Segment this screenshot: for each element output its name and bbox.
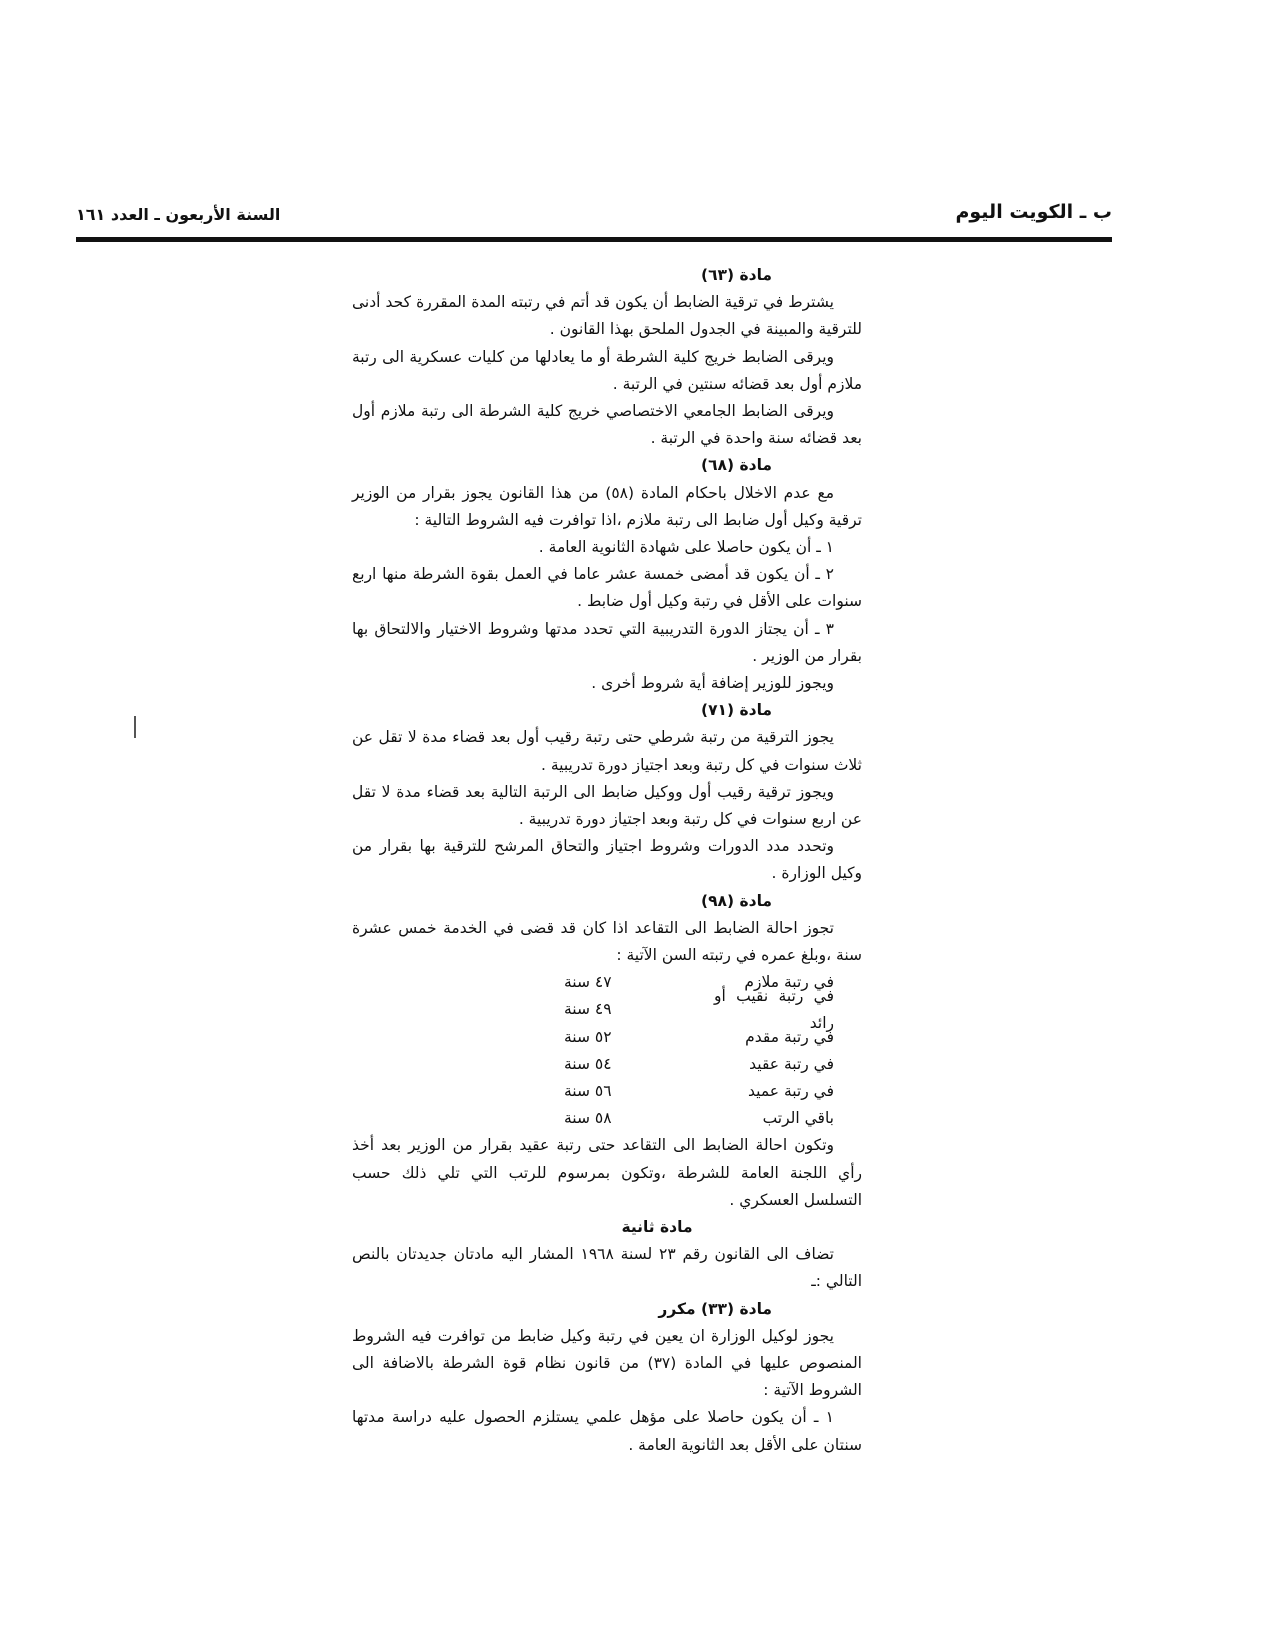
article-68-p2: ويجوز للوزير إضافة أية شروط أخرى . (591, 674, 834, 693)
rank-age: ٤٧ سنة (564, 973, 612, 992)
article-63-p2: ويرقى الضابط خريج كلية الشرطة أو ما يعادلها من كليات عسكرية الى رتبة ملازم أول بعد قضائه سنتين في الرتبة . (352, 347, 862, 393)
list-item (352, 986, 862, 1033)
article-68-title: مادة (٦٨) (700, 456, 772, 475)
article-71-p1: يجوز الترقية من رتبة شرطي حتى رتبة رقيب أول بعد قضاء مدة لا تقل عن ثلاث سنوات في كل رتبة وبعد اجتياز دورة تدريبية . (352, 728, 862, 774)
article-98-p1: تجوز احالة الضابط الى التقاعد اذا كان قد قضى في الخدمة خمس عشرة سنة ،وبلغ عمره في رتبته السن الآتية : (352, 918, 862, 965)
article-63-title: مادة (٦٣) (700, 266, 772, 284)
rank-name: في رتبة ملازم (744, 973, 834, 992)
rank-age: ٥٤ سنة (564, 1054, 612, 1073)
article-71-p3: وتحدد مدد الدورات وشروط اجتياز والتحاق المرشح للترقية بها بقرار من وكيل الوزارة . (352, 837, 862, 883)
issue-info: السنة الأربعون ـ العدد ١٦١ (76, 205, 281, 224)
margin-mark (134, 716, 136, 738)
list-item (352, 1078, 862, 1105)
article-second-p1: تضاف الى القانون رقم ٢٣ لسنة ١٩٦٨ المشار اليه مادتان جديدتان بالنص التالي :ـ (352, 1245, 862, 1291)
article-71-p2: ويجوز ترقية رقيب أول ووكيل ضابط الى الرتبة التالية بعد قضاء مدة لا تقل عن اربع سنوات في كل رتبة وبعد اجتياز دورة تدريبية . (352, 782, 862, 829)
document-body (352, 262, 862, 1459)
rank-age: ٥٢ سنة (564, 1027, 612, 1046)
article-68-condition-2: ٢ ـ أن يكون قد أمضى خمسة عشر عاما في العمل بقوة الشرطة منها اربع سنوات على الأقل في رتبة وكيل أول ضابط . (352, 565, 862, 611)
article-second-title: مادة ثانية (621, 1218, 693, 1237)
header-rule (76, 237, 1112, 242)
rank-name: في رتبة نقيب أو رائد (714, 986, 834, 1033)
article-33bis-condition-1: ١ ـ أن يكون حاصلا على مؤهل علمي يستلزم الحصول عليه دراسة مدتها سنتان على الأقل بعد الثانوية العامة . (352, 1408, 862, 1454)
rank-name: في رتبة عميد (748, 1082, 834, 1101)
rank-name: في رتبة عقيد (749, 1054, 834, 1073)
article-63-p3: ويرقى الضابط الجامعي الاختصاصي خريج كلية الشرطة الى رتبة ملازم أول بعد قضائه سنة واحدة في الرتبة . (352, 402, 862, 448)
rank-age: ٤٩ سنة (564, 1000, 612, 1019)
article-63-p1: يشترط في ترقية الضابط أن يكون قد أتم في رتبته المدة المقررة كحد أدنى للترقية والمبينة في الجدول الملحق بهذا القانون . (352, 293, 862, 339)
retirement-age-list (352, 969, 862, 1132)
page-header (76, 201, 1112, 231)
article-33bis-title: مادة (٣٣) مكرر (658, 1299, 772, 1318)
article-68-condition-1: ١ ـ أن يكون حاصلا على شهادة الثانوية العامة . (538, 538, 834, 557)
gazette-title: ب ـ الكويت اليوم (955, 201, 1112, 223)
list-item (352, 1051, 862, 1078)
rank-name: في رتبة مقدم (745, 1027, 834, 1046)
rank-name: باقي الرتب (762, 1109, 834, 1128)
list-item (352, 1024, 862, 1051)
article-98-title: مادة (٩٨) (700, 891, 772, 910)
article-33bis-p1: يجوز لوكيل الوزارة ان يعين في رتبة وكيل ضابط من توافرت فيه الشروط المنصوص عليها في المادة (٣٧) من قانون نظام قوة الشرطة بالاضافة الى الشروط الآتية : (352, 1326, 862, 1400)
list-item (352, 1105, 862, 1132)
rank-age: ٥٨ سنة (564, 1109, 612, 1128)
rank-age: ٥٦ سنة (564, 1082, 612, 1101)
article-71-title: مادة (٧١) (700, 701, 772, 720)
article-68-condition-3: ٣ ـ أن يجتاز الدورة التدريبية التي تحدد مدتها وشروط الاختيار والالتحاق بها بقرار من الوزير . (352, 619, 862, 665)
article-68-p1: مع عدم الاخلال باحكام المادة (٥٨) من هذا القانون يجوز بقرار من الوزير ترقية وكيل أول ضابط الى رتبة ملازم ،اذا توافرت فيه الشروط التالية : (352, 483, 862, 529)
article-98-p2: وتكون احالة الضابط الى التقاعد حتى رتبة عقيد بقرار من الوزير بعد أخذ رأي اللجنة العامة للشرطة ،وتكون بمرسوم للرتب التي تلي ذلك حسب التسلسل العسكري . (352, 1136, 862, 1209)
